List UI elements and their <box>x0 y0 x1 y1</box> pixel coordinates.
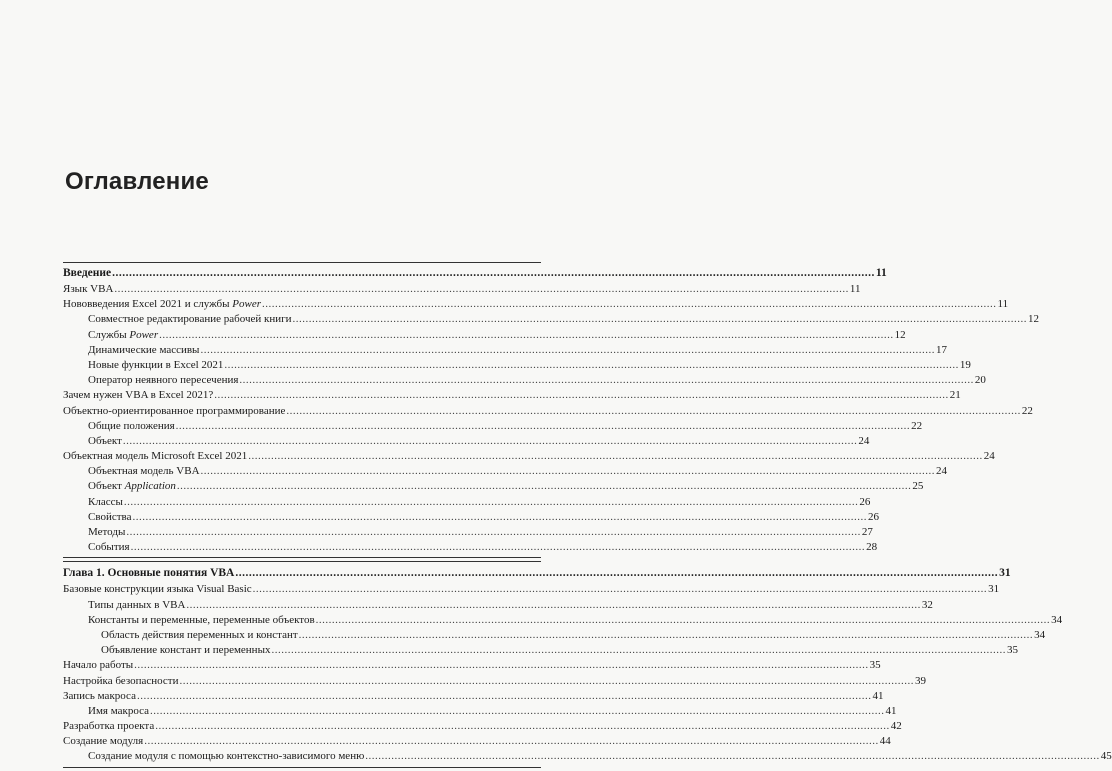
toc-page-number: 11 <box>997 298 1009 311</box>
dot-leader <box>132 510 867 525</box>
toc-entry-title: Имя макроса <box>88 704 149 717</box>
toc-entry-title: Оператор неявного пересечения <box>88 374 239 387</box>
toc-entry[interactable] <box>63 297 1009 312</box>
toc-entry-title: Службы Power <box>88 328 159 341</box>
toc-entry-title: Создание модуля <box>63 735 144 748</box>
toc-entry[interactable] <box>63 343 947 358</box>
toc-entry[interactable] <box>63 495 871 510</box>
toc-entry-title: Создание модуля с помощью контекстно-зависимого меню <box>88 750 365 763</box>
toc-page-number: 20 <box>974 374 986 387</box>
toc-page-number: 34 <box>1051 613 1063 626</box>
toc-entry-title: Разработка проекта <box>63 720 155 733</box>
toc-entry-title: Зачем нужен VBA в Excel 2021? <box>63 389 214 402</box>
toc-page-number: 11 <box>875 267 887 279</box>
toc-section <box>63 561 1112 767</box>
toc-entry[interactable] <box>63 734 891 749</box>
toc-entry-title: Нововведения Excel 2021 и службы Power <box>63 298 262 311</box>
toc-page-number: 41 <box>885 704 897 717</box>
toc-entry[interactable] <box>63 358 971 373</box>
toc-entry-title: Начало работы <box>63 659 134 672</box>
toc-page-number: 19 <box>959 358 971 371</box>
toc-entry[interactable] <box>63 658 881 673</box>
toc-entry-title: Область действия переменных и констант <box>101 628 298 641</box>
dot-leader <box>159 328 894 343</box>
toc-entry[interactable] <box>63 525 873 540</box>
toc-page-number: 25 <box>912 480 924 493</box>
toc-page-number: 12 <box>894 328 906 341</box>
dot-leader <box>365 749 1100 764</box>
dot-leader <box>214 388 949 403</box>
toc-entry-title: Базовые конструкции языка Visual Basic <box>63 583 252 596</box>
toc-entry[interactable] <box>63 689 884 704</box>
dot-leader <box>179 674 914 689</box>
toc-page-number: 22 <box>911 419 923 432</box>
toc-entry-title: Динамические массивы <box>88 343 200 356</box>
toc-entry[interactable] <box>63 643 1018 658</box>
toc-chapter-entry[interactable] <box>63 265 887 282</box>
toc-page-number: 12 <box>1028 313 1040 326</box>
toc-entry-title: Настройка безопасности <box>63 674 179 687</box>
toc-page-number: 32 <box>921 598 933 611</box>
dot-leader <box>150 704 885 719</box>
toc-page-number: 24 <box>858 434 870 447</box>
toc-entry-title: Объект Application <box>88 480 176 493</box>
toc-entry[interactable] <box>63 282 861 297</box>
dot-leader <box>224 358 959 373</box>
toc-entry-title: Глава 1. Основные понятия VBA <box>63 567 235 580</box>
toc-page-number: 21 <box>949 389 961 402</box>
toc-page-number: 31 <box>999 567 1011 580</box>
toc-entry-title: События <box>88 541 130 554</box>
dot-leader <box>177 479 912 494</box>
toc-page-number: 11 <box>849 283 861 295</box>
toc-entry-title: Введение <box>63 267 112 279</box>
toc-entry-title: Язык VBA <box>63 283 114 295</box>
toc-page-number: 24 <box>983 450 995 463</box>
toc-page-number: 17 <box>935 343 947 356</box>
toc-page-number: 39 <box>914 674 926 687</box>
dot-leader <box>299 628 1034 643</box>
dot-leader <box>271 643 1006 658</box>
toc-entry[interactable] <box>63 464 948 479</box>
dot-leader <box>155 719 890 734</box>
toc-entry[interactable] <box>63 434 870 449</box>
toc-entry[interactable] <box>63 312 1040 327</box>
toc-chapter-entry[interactable] <box>63 565 1011 582</box>
toc-entry[interactable] <box>63 540 878 555</box>
toc-entry[interactable] <box>63 628 1046 643</box>
toc-page-number: 27 <box>861 526 873 538</box>
toc-entry[interactable] <box>63 719 902 734</box>
toc-entry-title: Типы данных в VBA <box>88 598 186 611</box>
toc-entry-title: Константы и переменные, переменные объектов <box>88 613 315 626</box>
toc-page-number: 35 <box>1006 644 1018 657</box>
toc-entry-title: Объектно-ориентированное программирование <box>63 404 286 417</box>
toc-page-number: 31 <box>988 583 1000 596</box>
dot-leader <box>134 658 869 673</box>
dot-leader <box>176 419 911 434</box>
toc-page-number: 44 <box>879 735 891 748</box>
dot-leader <box>112 265 875 282</box>
dot-leader <box>144 734 879 749</box>
toc-entry-title: Методы <box>88 526 126 538</box>
dot-leader <box>286 404 1021 419</box>
toc-entry[interactable] <box>63 510 879 525</box>
toc-page-number: 28 <box>866 541 878 554</box>
toc-entry-title: Объект <box>88 434 122 447</box>
dot-leader <box>262 297 997 312</box>
dot-leader <box>201 464 936 479</box>
toc-entry[interactable] <box>63 419 923 434</box>
toc-entry[interactable] <box>63 674 926 689</box>
toc-entry[interactable] <box>63 749 1112 764</box>
toc-page-number: 26 <box>867 510 879 523</box>
toc-page-number: 24 <box>936 465 948 478</box>
toc-entry[interactable] <box>63 582 1000 597</box>
dot-leader <box>124 495 859 510</box>
toc-entry[interactable] <box>63 479 924 494</box>
toc-page-number: 22 <box>1021 404 1033 417</box>
toc-entry[interactable] <box>63 404 1033 419</box>
dot-leader <box>293 312 1028 327</box>
toc-entry[interactable] <box>63 388 961 403</box>
table-of-contents <box>63 262 1112 771</box>
toc-entry-title: Объектная модель Microsoft Excel 2021 <box>63 450 248 463</box>
toc-entry-title: Классы <box>88 495 123 508</box>
toc-entry[interactable] <box>63 373 986 388</box>
toc-entry-title: Объявление констант и переменных <box>101 644 271 657</box>
dot-leader <box>123 434 858 449</box>
toc-entry[interactable] <box>63 613 1063 628</box>
dot-leader <box>137 689 872 704</box>
toc-entry-title: Свойства <box>88 510 132 523</box>
toc-entry[interactable] <box>63 328 906 343</box>
toc-entry[interactable] <box>63 598 933 613</box>
toc-entry-title: Общие положения <box>88 419 175 432</box>
page-title: Оглавление <box>65 168 209 195</box>
dot-leader <box>114 282 849 297</box>
dot-leader <box>235 565 998 582</box>
toc-page-number: 26 <box>859 495 871 508</box>
toc-page-number: 34 <box>1034 628 1046 641</box>
dot-leader <box>200 343 935 358</box>
dot-leader <box>248 449 983 464</box>
dot-leader <box>131 540 866 555</box>
toc-entry-title: Объектная модель VBA <box>88 465 200 478</box>
toc-entry-title: Новые функции в Excel 2021 <box>88 358 224 371</box>
toc-section <box>63 262 1040 558</box>
toc-entry-title: Запись макроса <box>63 689 136 702</box>
toc-page-number: 42 <box>890 720 902 733</box>
toc-page-number: 41 <box>872 689 884 702</box>
toc-page-number: 45 <box>1100 750 1112 763</box>
dot-leader <box>126 525 861 540</box>
toc-entry[interactable] <box>63 704 897 719</box>
dot-leader <box>253 582 988 597</box>
dot-leader <box>239 373 974 388</box>
toc-page-number: 35 <box>869 659 881 672</box>
dot-leader <box>186 598 921 613</box>
toc-entry[interactable] <box>63 449 995 464</box>
dot-leader <box>316 613 1051 628</box>
toc-entry-title: Совместное редактирование рабочей книги <box>88 313 292 326</box>
